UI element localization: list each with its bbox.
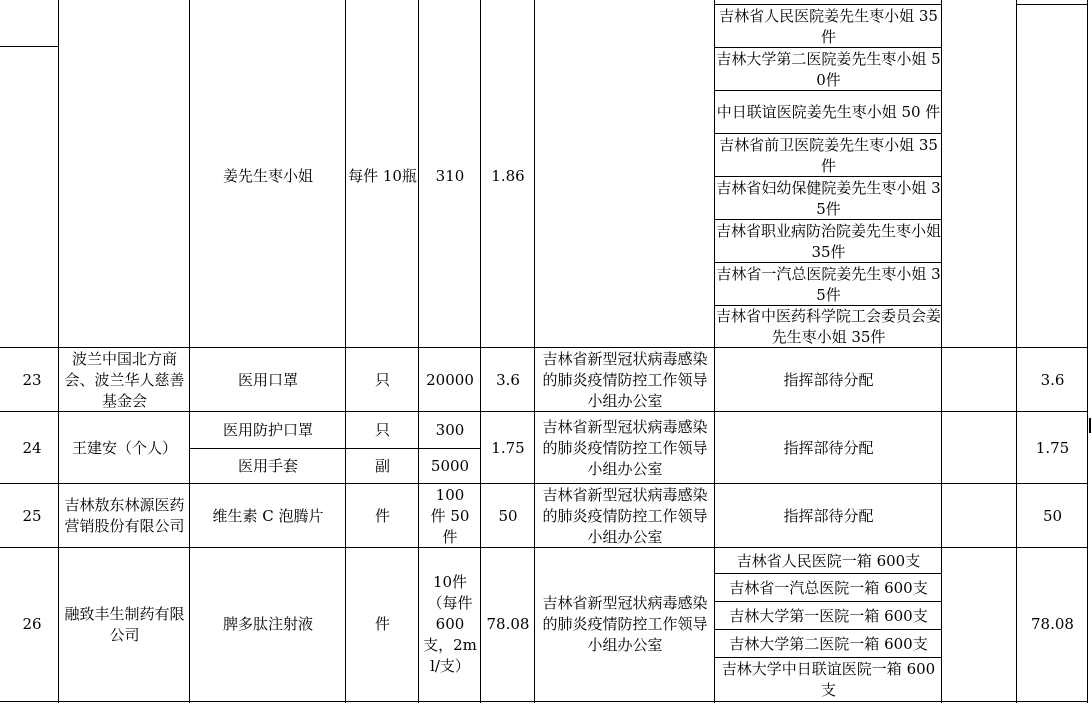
cell-unit-24a: 只 (374, 421, 390, 439)
cell-recipient-25: 吉林省新型冠状病毒感染的肺炎疫情防控工作领导小组办公室 (542, 485, 708, 546)
destination-item: 吉林大学第二医院一箱 600支 (729, 634, 928, 653)
destination-item: 吉林省一汽总医院一箱 600支 (729, 578, 928, 597)
grid-line (714, 133, 942, 134)
cell-no-26: 26 (22, 615, 42, 633)
cell-unit-26: 件 (374, 615, 390, 633)
cell-donor-24: 王建安（个人） (71, 438, 177, 457)
destination-item: 吉林省前卫医院姜先生枣小姐 35件 (719, 135, 938, 175)
destination-item: 吉林省妇幼保健院姜先生枣小姐 35件 (716, 178, 941, 218)
grid-line (941, 0, 942, 703)
cell-product-23: 医用口罩 (237, 370, 298, 389)
grid-line (714, 4, 942, 5)
grid-line (58, 0, 59, 703)
cell-unit-24b: 副 (374, 457, 390, 475)
cell-qty-23: 20000 (426, 370, 474, 389)
cell-total-26: 78.08 (1031, 615, 1074, 633)
grid-line (1016, 0, 1017, 703)
destination-item: 吉林省职业病防治院姜先生枣小姐 35件 (716, 221, 942, 261)
destination-item: 吉林大学第二医院姜先生枣小姐 50件 (716, 49, 941, 89)
grid-line (0, 46, 58, 47)
grid-line (0, 701, 1088, 702)
cell-no-23: 23 (22, 370, 42, 389)
cell-value-25: 50 (498, 506, 518, 525)
cell-recipient-23: 吉林省新型冠状病毒感染的肺炎疫情防控工作领导小组办公室 (542, 349, 708, 410)
cell-total-24: 1.75 (1035, 438, 1070, 457)
grid-line (714, 305, 942, 306)
cell-product-26: 脾多肽注射液 (222, 615, 313, 633)
cell-value-26: 78.08 (486, 615, 530, 633)
cell-total-25: 50 (1042, 506, 1063, 525)
cell-donor-22 (59, 5, 190, 348)
cell-product-22: 姜先生枣小姐 (222, 167, 313, 185)
cell-total-23: 3.6 (1040, 370, 1065, 389)
cell-recipient-22 (535, 5, 715, 348)
destination-item: 吉林大学第一医院一箱 600支 (729, 606, 928, 625)
grid-line (1016, 4, 1088, 5)
cell-qty-26: 10件 （每件 600支，2ml/支） (423, 573, 477, 675)
destination-item: 中日联谊医院姜先生枣小姐 50 件 (716, 103, 941, 121)
cell-value-24: 1.75 (491, 438, 525, 457)
text-cursor (1089, 418, 1091, 433)
cell-no-22 (5, 5, 59, 348)
cell-unit-22: 每件 10瓶 (348, 167, 417, 185)
grid-line (0, 483, 1088, 484)
grid-line (189, 0, 190, 703)
cell-qty-24b: 5000 (430, 457, 470, 475)
cell-product-25: 维生素 C 泡腾片 (212, 506, 324, 525)
grid-line (418, 0, 419, 703)
cell-recipient-24: 吉林省新型冠状病毒感染的肺炎疫情防控工作领导小组办公室 (542, 417, 708, 478)
grid-line (0, 411, 1088, 412)
grid-line (714, 0, 715, 703)
cell-recipient-26: 吉林省新型冠状病毒感染的肺炎疫情防控工作领导小组办公室 (542, 594, 708, 654)
grid-line (714, 629, 942, 630)
cell-destination-24: 指挥部待分配 (783, 438, 874, 457)
cell-destination-25: 指挥部待分配 (783, 506, 874, 525)
destination-item: 吉林大学中日联谊医院一箱 600支 (721, 659, 936, 699)
cell-donor-26: 融致丰生制药有限公司 (64, 604, 185, 644)
grid-line (714, 657, 942, 658)
grid-line (714, 47, 942, 48)
cell-qty-22: 310 (435, 167, 465, 185)
cell-donor-23: 波兰中国北方商会、波兰华人慈善基金会 (64, 349, 185, 410)
destination-item: 吉林省人民医院姜先生枣小姐 35件 (719, 6, 938, 46)
grid-line (534, 0, 535, 703)
cell-qty-24a: 300 (435, 421, 465, 439)
grid-line (189, 448, 481, 449)
grid-line (480, 0, 481, 703)
grid-line (714, 573, 942, 574)
grid-line (1087, 0, 1088, 703)
cell-product-24b: 医用手套 (237, 457, 298, 475)
cell-value-23: 3.6 (496, 370, 520, 389)
grid-line (714, 219, 942, 220)
grid-line (345, 0, 346, 703)
cell-unit-25: 件 (374, 506, 390, 525)
cell-unit-23: 只 (374, 370, 390, 389)
cell-destination-23: 指挥部待分配 (783, 370, 874, 389)
cell-no-25: 25 (22, 506, 42, 525)
cell-no-24: 24 (22, 438, 42, 457)
destination-item: 吉林省一汽总医院姜先生枣小姐 35件 (716, 264, 941, 304)
grid-line (714, 601, 942, 602)
cell-donor-25: 吉林敖东林源医药营销股份有限公司 (64, 496, 185, 535)
grid-line (714, 176, 942, 177)
grid-line (714, 262, 942, 263)
grid-line (0, 347, 1088, 348)
cell-qty-25: 100 件 50件 (430, 485, 470, 546)
grid-line (0, 547, 1088, 548)
cell-value-22: 1.86 (491, 167, 525, 185)
destination-item: 吉林省中医药科学院工会委员会姜先生枣小姐 35件 (716, 307, 942, 346)
grid-line (714, 90, 942, 91)
destination-item: 吉林省人民医院一箱 600支 (736, 551, 921, 570)
cell-product-24a: 医用防护口罩 (222, 421, 313, 439)
